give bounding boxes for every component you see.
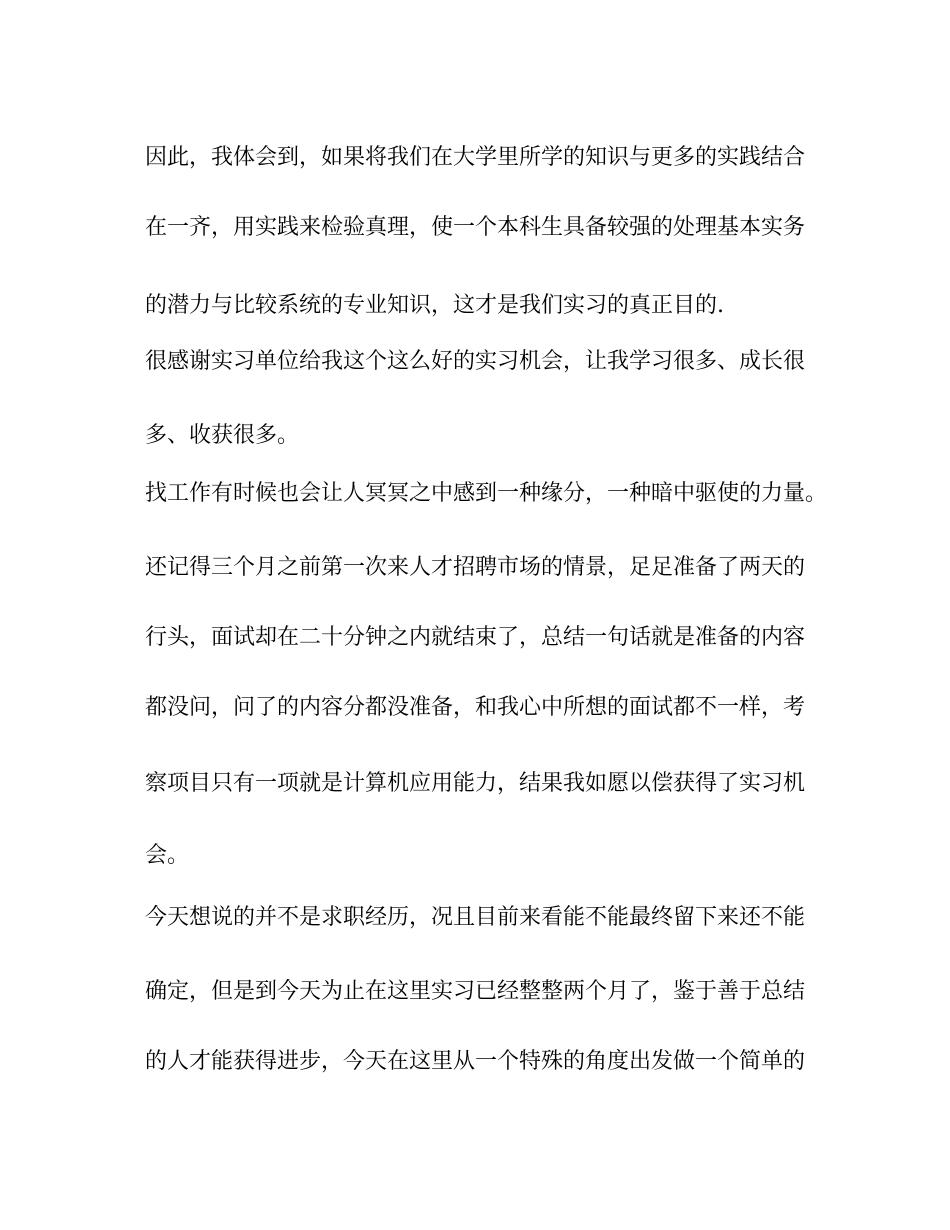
text-line-6: 找工作有时候也会让人冥冥之中感到一种缘分，一种暗中驱使的力量。: [145, 481, 828, 506]
text-line-7: 还记得三个月之前第一次来人才招聘市场的情景，足足准备了两天的: [145, 555, 806, 580]
text-line-10: 察项目只有一项就是计算机应用能力，结果我如愿以偿获得了实习机: [145, 771, 806, 796]
text-line-13: 确定，但是到今天为止在这里实习已经整整两个月了，鉴于善于总结: [145, 979, 806, 1004]
text-line-5: 多、收获很多。: [145, 423, 300, 448]
text-line-2: 在一齐，用实践来检验真理，使一个本科生具备较强的处理基本实务: [145, 215, 806, 240]
text-line-14: 的人才能获得进步，今天在这里从一个特殊的角度出发做一个简单的: [145, 1049, 806, 1074]
text-line-3: 的潜力与比较系统的专业知识，这才是我们实习的真正目的.: [145, 293, 724, 318]
text-line-1: 因此，我体会到，如果将我们在大学里所学的知识与更多的实践结合: [145, 145, 806, 170]
text-line-12: 今天想说的并不是求职经历，况且目前来看能不能最终留下来还不能: [145, 905, 806, 930]
text-line-11: 会。: [145, 843, 190, 868]
text-line-9: 都没问，问了的内容分都没准备，和我心中所想的面试都不一样，考: [145, 695, 806, 720]
text-line-4: 很感谢实习单位给我这个这么好的实习机会，让我学习很多、成长很: [145, 349, 806, 374]
text-line-8: 行头，面试却在二十分钟之内就结束了，总结一句话就是准备的内容: [145, 625, 806, 650]
